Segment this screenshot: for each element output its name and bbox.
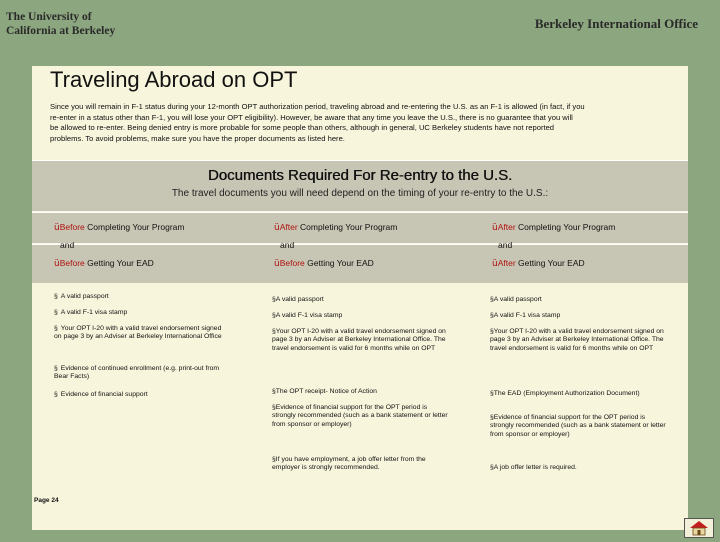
intro-paragraph: Since you will remain in F-1 status during your 12-month OPT authorization period, traveling abroad and re-entering the U.S. as an F-1 is allowed (in fact, if you re-enter in a status other than F-1, you will lose your OPT eligibility). However, be aware that any time you leave the U.S., there is no guarantee that you will be allowed to re-enter. Being denied entry is more probable for some people than others, although in general, UC Berkeley students have not reported problems. To avoid problems, make sure you have the proper documents as listed here. xyxy=(50,102,585,144)
list-item: §The OPT receipt- Notice of Action xyxy=(272,388,377,395)
documents-title: Documents Required For Re-entry to the U.S. xyxy=(207,167,513,184)
list-item: §Evidence of financial support for the OPT period is strongly recommended (such as a bank statement or letter from sponsor or employer) xyxy=(490,414,666,438)
list-item: §A valid F-1 visa stamp xyxy=(272,312,343,319)
check-icon: ü xyxy=(54,259,60,269)
list-item: §The EAD (Employment Authorization Document) xyxy=(490,390,640,397)
list-item: §A job offer letter is required. xyxy=(490,464,577,471)
list-item: § A valid F-1 visa stamp xyxy=(54,309,128,316)
list-item: §A valid passport xyxy=(490,296,542,303)
list-item: § Evidence of financial support xyxy=(54,391,148,398)
page-title: Traveling Abroad on OPT xyxy=(50,67,298,92)
list-item: § A valid passport xyxy=(54,293,109,300)
home-icon xyxy=(685,519,713,537)
list-item: § Evidence of continued enrollment (e.g. print-out from Bear Facts) xyxy=(54,365,220,381)
list-item: §A valid F-1 visa stamp xyxy=(490,312,561,319)
page-number: Page 24 xyxy=(34,497,59,504)
col2-completion-condition: üAfter Completing Your Program xyxy=(274,222,398,233)
list-item: § Your OPT I-20 with a valid travel endorsement signed on page 3 by an Adviser at Berkeley International Office xyxy=(54,325,222,341)
documents-subtitle: The travel documents you will need depend on the timing of your re-entry to the U.S.: xyxy=(171,188,549,199)
list-item: §If you have employment, a job offer letter from the employer is strongly recommended. xyxy=(272,456,426,472)
col1-ead-condition: üBefore Getting Your EAD xyxy=(54,258,154,269)
col3-and-label: and xyxy=(498,240,513,250)
home-button[interactable] xyxy=(684,518,714,538)
col2-and-label: and xyxy=(280,240,295,250)
check-icon: ü xyxy=(54,223,60,233)
col1-completion-condition: üBefore Completing Your Program xyxy=(54,222,185,233)
check-icon: ü xyxy=(492,223,498,233)
list-item: §Your OPT I-20 with a valid travel endorsement signed on page 3 by an Adviser at Berkeley International Office. The travel endorsement is valid for 6 months while on OPT xyxy=(272,328,446,352)
list-item: §Evidence of financial support for the OPT period is strongly recommended (such as a bank statement or letter from sponsor or employer) xyxy=(272,404,448,428)
col3-completion-condition: üAfter Completing Your Program xyxy=(492,222,616,233)
check-icon: ü xyxy=(274,223,280,233)
office-name: Berkeley International Office xyxy=(534,16,698,31)
check-icon: ü xyxy=(492,259,498,269)
col2-ead-condition: üBefore Getting Your EAD xyxy=(274,258,374,269)
list-item: §Your OPT I-20 with a valid travel endorsement signed on page 3 by an Adviser at Berkeley International Office. The travel endorsement is valid for 6 months while on OPT xyxy=(490,328,664,352)
university-name: The University of California at Berkeley xyxy=(6,11,116,37)
check-icon: ü xyxy=(274,259,280,269)
list-item: §A valid passport xyxy=(272,296,324,303)
col1-and-label: and xyxy=(60,240,75,250)
col3-ead-condition: üAfter Getting Your EAD xyxy=(492,258,585,269)
